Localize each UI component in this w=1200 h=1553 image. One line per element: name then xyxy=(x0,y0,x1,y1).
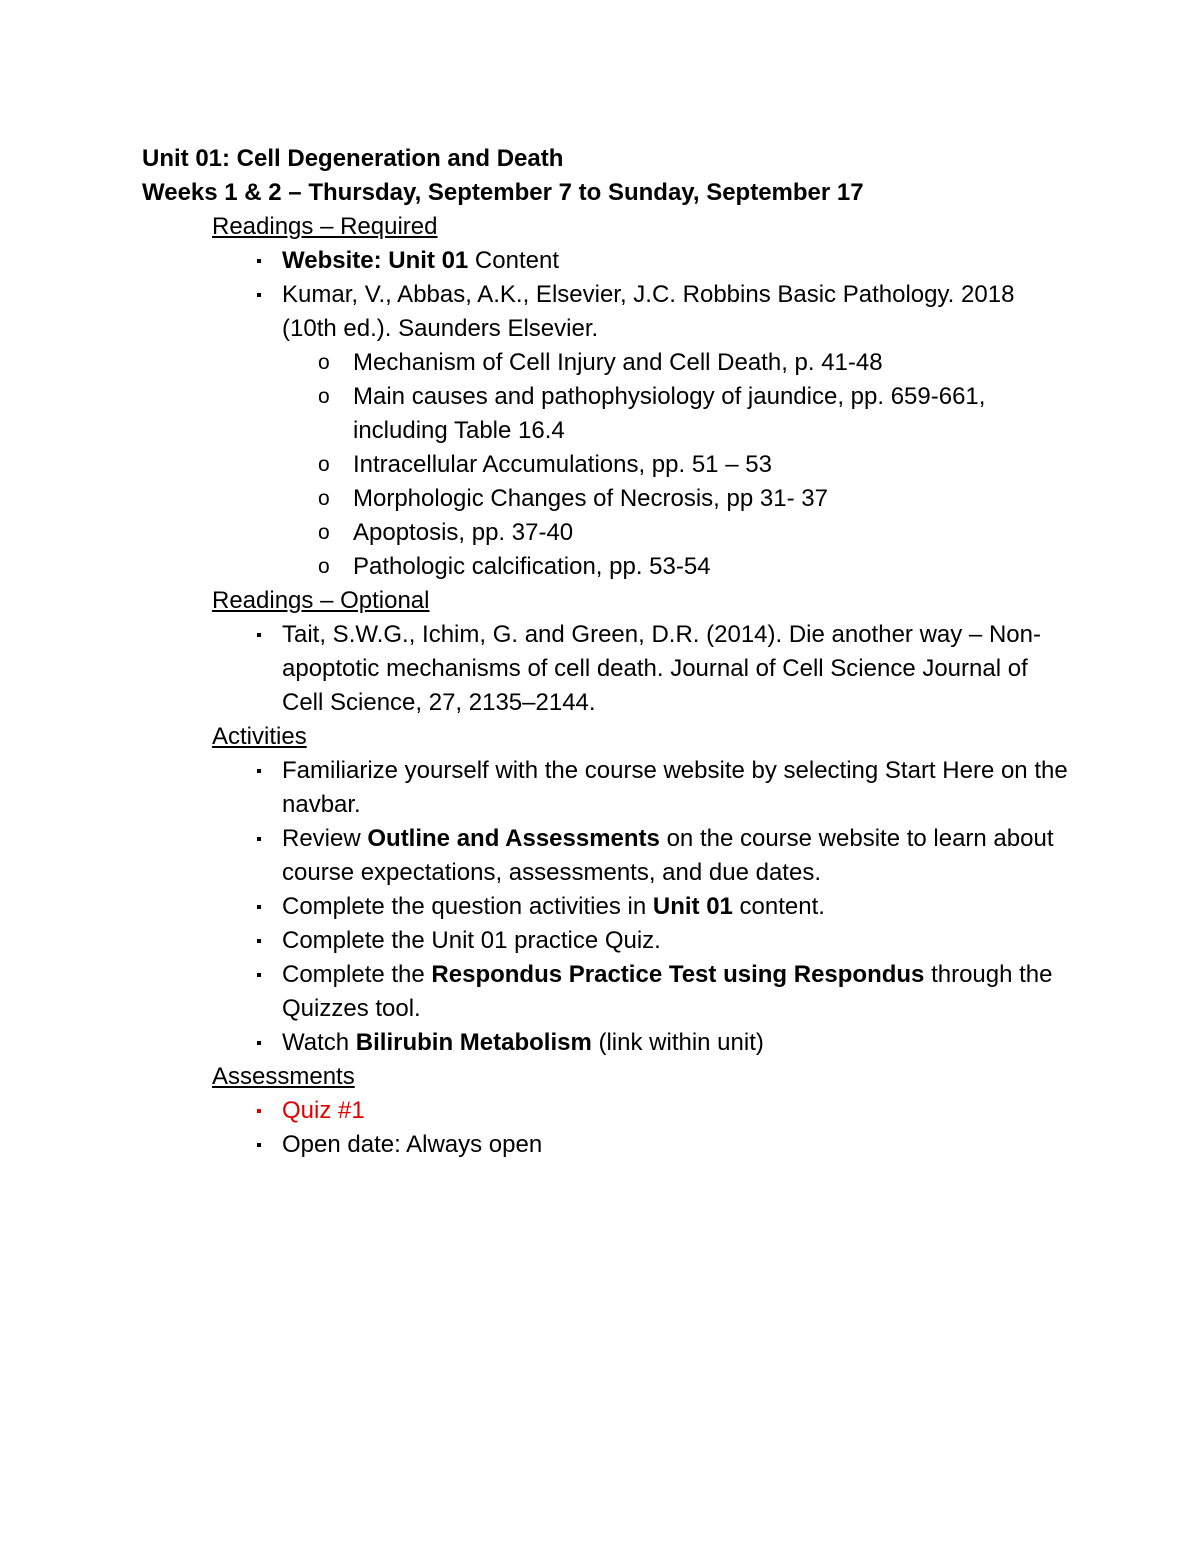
website-label: Website: Unit 01 xyxy=(282,247,469,274)
assessments-heading: Assessments xyxy=(212,1063,355,1090)
activity-text: Complete the Unit 01 practice Quiz. xyxy=(282,927,661,954)
chapter-text: Apoptosis, pp. 37-40 xyxy=(353,519,574,546)
circle-bullet-icon: o xyxy=(318,351,330,374)
bullet-icon xyxy=(257,769,261,773)
activity-bold: Unit 01 xyxy=(652,893,733,920)
activities-heading: Activities xyxy=(212,723,307,750)
activity-text: content. xyxy=(732,893,825,920)
bullet-icon xyxy=(257,1041,261,1045)
list-item xyxy=(318,516,1072,550)
activity-text: Review xyxy=(282,825,368,852)
activity-text: (link within unit) xyxy=(591,1029,764,1056)
open-date: Open date: Always open xyxy=(282,1131,543,1158)
bullet-icon xyxy=(257,633,261,637)
list-item xyxy=(318,346,1072,380)
kumar-citation: Kumar, V., Abbas, A.K., Elsevier, J.C. Robbins Basic Pathology. 2018 (10th ed.). Saunders Elsevier. xyxy=(282,281,1015,342)
activities-list xyxy=(142,754,1072,1060)
list-item xyxy=(282,958,1072,1026)
bullet-icon xyxy=(257,293,261,297)
readings-optional-list xyxy=(142,618,1072,720)
tait-citation: Tait, S.W.G., Ichim, G. and Green, D.R. (2014). Die another way – Non-apoptotic mechanisms of cell death. Journal of Cell Science Journal of Cell Science, 27, 2135–2144. xyxy=(282,621,1041,716)
circle-bullet-icon: o xyxy=(318,521,330,544)
website-rest: Content xyxy=(468,247,559,274)
activity-text: through the Quizzes tool. xyxy=(282,961,1053,1022)
bullet-icon xyxy=(257,973,261,977)
circle-bullet-icon: o xyxy=(318,555,330,578)
list-item xyxy=(282,924,1072,958)
bullet-icon xyxy=(257,259,261,263)
list-item xyxy=(282,1128,1072,1162)
bullet-icon xyxy=(257,837,261,841)
chapter-list xyxy=(282,346,1072,584)
readings-required-heading: Readings – Required xyxy=(212,213,438,240)
list-item xyxy=(282,754,1072,822)
readings-required-list xyxy=(142,244,1072,584)
bullet-icon xyxy=(257,1143,261,1147)
list-item xyxy=(282,278,1072,584)
list-item xyxy=(318,380,1072,448)
list-item xyxy=(282,1026,1072,1060)
assessments-list xyxy=(142,1094,1072,1162)
chapter-text: Pathologic calcification, pp. 53-54 xyxy=(353,553,711,580)
list-item xyxy=(282,1094,1072,1128)
list-item xyxy=(318,482,1072,516)
list-item xyxy=(282,618,1072,720)
circle-bullet-icon: o xyxy=(318,385,330,408)
unit-dates: Weeks 1 & 2 – Thursday, September 7 to Sunday, September 17 xyxy=(142,179,864,206)
unit-title: Unit 01: Cell Degeneration and Death xyxy=(142,145,564,172)
activity-bold: Bilirubin Metabolism xyxy=(355,1029,592,1056)
list-item xyxy=(318,550,1072,584)
activity-text: Complete the question activities in xyxy=(282,893,653,920)
activity-text: Watch xyxy=(282,1029,356,1056)
activity-bold: Outline and Assessments xyxy=(367,825,660,852)
activity-text: Complete the xyxy=(282,961,432,988)
activity-bold: Respondus Practice Test using Respondus xyxy=(431,961,925,988)
circle-bullet-icon: o xyxy=(318,453,330,476)
activity-text: on the course website to learn about course expectations, assessments, and due dates. xyxy=(282,825,1054,886)
document-content xyxy=(142,142,1072,1162)
chapter-text: Mechanism of Cell Injury and Cell Death, p. 41-48 xyxy=(353,349,883,376)
readings-optional-heading: Readings – Optional xyxy=(212,587,430,614)
list-item xyxy=(282,822,1072,890)
chapter-text: Main causes and pathophysiology of jaundice, pp. 659-661, including Table 16.4 xyxy=(353,383,986,444)
bullet-icon xyxy=(257,1109,261,1113)
activity-familiarize: Familiarize yourself with the course website by selecting Start Here on the navbar. xyxy=(282,757,1068,818)
list-item xyxy=(318,448,1072,482)
chapter-text: Intracellular Accumulations, pp. 51 – 53 xyxy=(353,451,772,478)
bullet-icon xyxy=(257,939,261,943)
chapter-text: Morphologic Changes of Necrosis, pp 31- 37 xyxy=(353,485,828,512)
list-item xyxy=(282,244,1072,278)
bullet-icon xyxy=(257,905,261,909)
circle-bullet-icon: o xyxy=(318,487,330,510)
quiz-label: Quiz #1 xyxy=(282,1097,365,1124)
list-item xyxy=(282,890,1072,924)
